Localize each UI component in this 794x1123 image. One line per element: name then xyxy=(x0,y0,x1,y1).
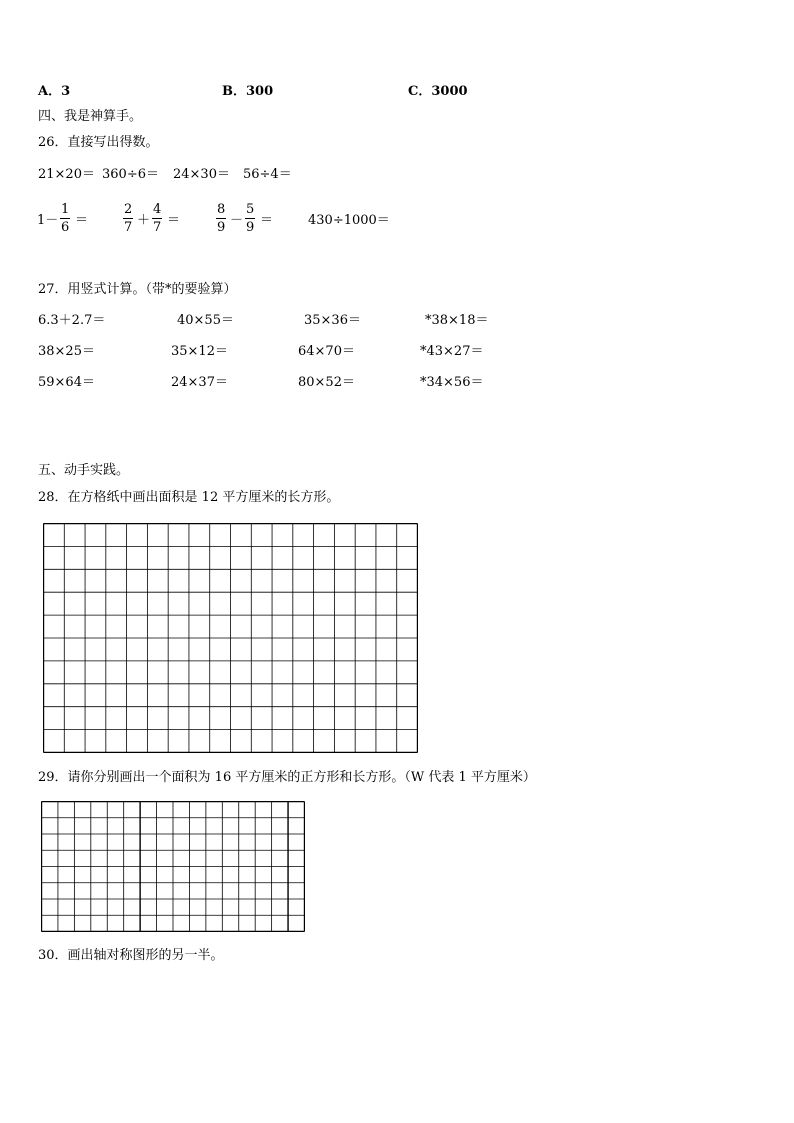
numerator: 5 xyxy=(246,202,255,217)
q29-grid-paper[interactable] xyxy=(41,801,305,932)
denominator: 9 xyxy=(246,220,255,235)
fraction-1-6 xyxy=(60,203,70,234)
fraction-4-7 xyxy=(152,203,162,234)
denominator: 6 xyxy=(61,220,70,235)
q26-expr: 24×30＝ xyxy=(173,167,230,182)
q28-grid-paper[interactable] xyxy=(43,523,418,753)
q29-title: 29．请你分别画出一个面积为 16 平方厘米的正方形和长方形。（W 代表 1 平方厘米） xyxy=(38,770,536,785)
q26-title: 26．直接写出得数。 xyxy=(38,135,159,150)
q27-expr: 35×12＝ xyxy=(171,344,228,359)
q26-expr: 21×20＝ xyxy=(38,167,95,182)
fraction-expr-1-tail: ＝ xyxy=(75,213,89,228)
numerator: 8 xyxy=(217,202,226,217)
operator-minus: － xyxy=(230,213,244,228)
q26-expr: 360÷6＝ xyxy=(102,167,159,182)
q26-expr-division: 430÷1000＝ xyxy=(308,213,390,228)
numerator: 4 xyxy=(153,202,162,217)
q27-expr: 80×52＝ xyxy=(298,375,355,390)
q27-expr: 38×25＝ xyxy=(38,344,95,359)
q27-expr: 64×70＝ xyxy=(298,344,355,359)
q27-expr: 6.3＋2.7＝ xyxy=(38,313,106,328)
option-a: A．3 xyxy=(38,84,71,99)
q27-expr: 35×36＝ xyxy=(304,313,361,328)
operator-plus: ＋ xyxy=(137,213,151,228)
q27-expr: *34×56＝ xyxy=(420,375,484,390)
denominator: 7 xyxy=(124,220,133,235)
fraction-expr-2-tail: ＝ xyxy=(167,213,181,228)
option-c: C．3000 xyxy=(408,84,468,99)
section-5-title: 五、动手实践。 xyxy=(38,463,130,478)
q27-expr: *43×27＝ xyxy=(420,344,484,359)
q28-title: 28．在方格纸中画出面积是 12 平方厘米的长方形。 xyxy=(38,490,340,505)
fraction-expr-3-tail: ＝ xyxy=(260,213,274,228)
fraction-expr-1-lead: 1－ xyxy=(37,213,59,228)
fraction-2-7 xyxy=(123,203,133,234)
fraction-8-9 xyxy=(216,203,226,234)
section-4-title: 四、我是神算手。 xyxy=(38,109,143,124)
fraction-5-9 xyxy=(245,203,255,234)
numerator: 2 xyxy=(124,202,133,217)
option-b: B．300 xyxy=(222,84,274,99)
q27-expr: *38×18＝ xyxy=(425,313,489,328)
denominator: 7 xyxy=(153,220,162,235)
q30-title: 30．画出轴对称图形的另一半。 xyxy=(38,948,224,963)
numerator: 1 xyxy=(61,202,70,217)
q27-title: 27．用竖式计算。（带*的要验算） xyxy=(38,282,237,297)
q26-expr: 56÷4＝ xyxy=(243,167,292,182)
q27-expr: 40×55＝ xyxy=(177,313,234,328)
denominator: 9 xyxy=(217,220,226,235)
q27-expr: 24×37＝ xyxy=(171,375,228,390)
q27-expr: 59×64＝ xyxy=(38,375,95,390)
